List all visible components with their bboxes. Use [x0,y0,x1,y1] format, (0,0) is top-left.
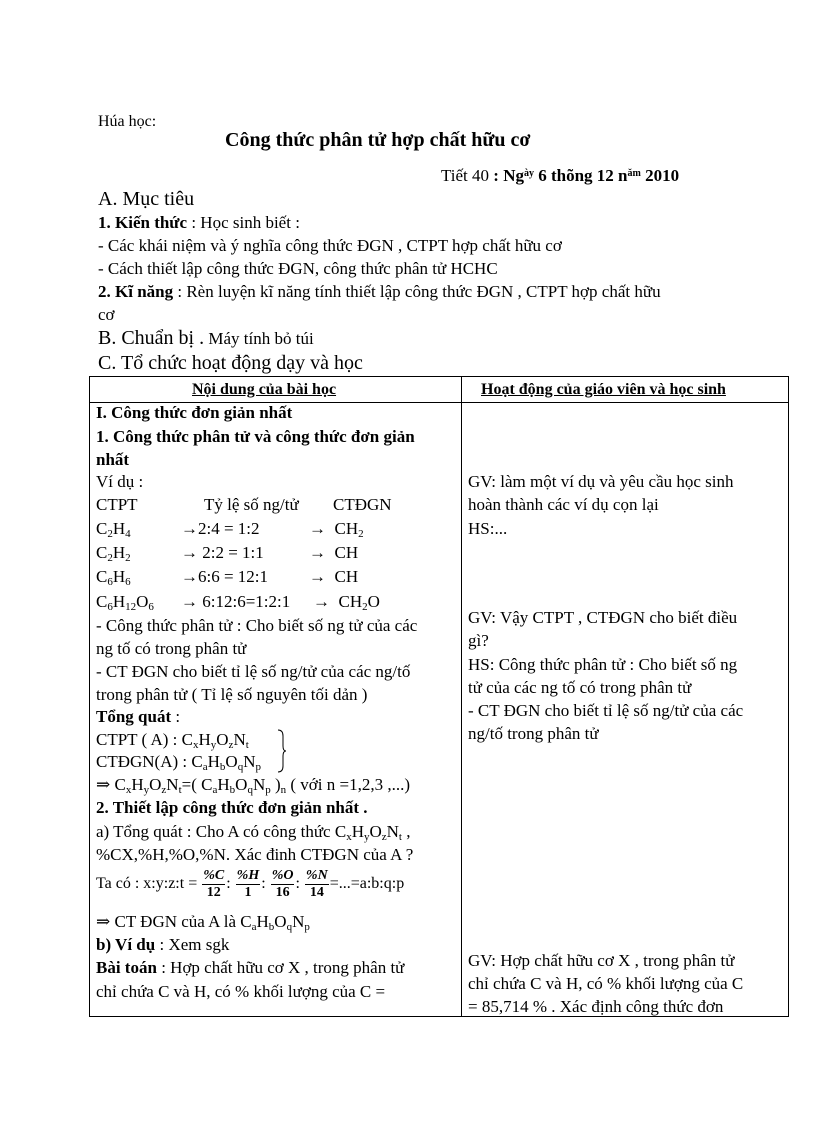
def-ctdgn-2: trong phân tử ( Tỉ lệ số nguyên tối dản ) [96,685,368,704]
column-divider [461,376,462,1017]
ratio-3: →6:6 = 12:1 [181,567,269,586]
ctdgn-1: → $CH_2$ [309,519,364,540]
ctdgn-2: → CH [309,543,359,562]
col-ctdgn-label: CTĐGN [333,495,392,514]
formula-c6h12o6: $C_6H_{12}O_6$ [96,592,154,613]
knowledge-bullet-2: - Cách thiết lập công thức ĐGN, công thức phân tử HCHC [98,259,498,278]
ctdgn-4: → $CH_2O$ [313,592,380,613]
col2-header: Hoạt động của giáo viên và học sinh [481,381,726,398]
general-label: Tổng quát : [96,707,181,726]
col-ctpt-label: CTPT [96,495,138,514]
hs-note-2d: ng/tố trong phân tử [468,724,599,743]
section-1-title: I. Công thức đơn giản nhất [96,403,293,422]
ctdgn-result: ⇒ CT ĐGN của A là $C_aH_bO_qN_p$ [96,912,310,933]
skill-line-cont: cơ [98,305,115,324]
ratio-1: →2:4 = 1:2 [181,519,260,538]
ratio-4: → 6:12:6=1:2:1 [181,592,291,611]
fraction-c: $\frac{\%C}{12}$ [203,867,225,900]
gv-note-3a: GV: Hợp chất hữu cơ X , trong phân tử [468,951,735,970]
fraction-n: $\frac{\%N}{14}$ [305,867,328,900]
brace-symbol [277,728,287,774]
section-1-1-title: 1. Công thức phân tử và công thức đơn giản [96,427,415,446]
def-ctpt-1: - Công thức phân tử : Cho biết số ng tử của các [96,616,418,635]
problem-line1: Bài toán : Hợp chất hữu cơ X , trong phân tử [96,958,405,977]
page-title: Công thức phân tử hợp chất hữu cơ [225,129,531,151]
section-2a-line2: %CX,%H,%O,%N. Xác đinh CTĐGN của A ? [96,845,414,864]
section-2a-line1: a) Tổng quát : Cho A có công thức $C_xH_yO_zN_t$ , [96,822,411,843]
gv-note-3c: = 85,714 % . Xác định công thức đơn [468,997,724,1016]
def-ctdgn-1: - CT ĐGN cho biết tỉ lệ số ng/tử của các ng/tố [96,662,411,681]
formula-c2h4: $C_2H_4$ [96,519,131,540]
gv-note-1b: hoàn thành các ví dụ cọn lại [468,495,659,514]
ctdgn-general: CTĐGN(A) : $C_aH_bO_qN_p$ [96,752,261,773]
fraction-o: $\frac{\%O}{16}$ [271,867,294,900]
example-label: Ví dụ : [96,472,144,491]
subject-label: Húa học: [98,113,157,130]
section-2-title: 2. Thiết lập công thức đơn giản nhất . [96,798,368,817]
knowledge-line: 1. Kiến thức : Học sinh biết : [98,213,300,232]
gv-note-3b: chỉ chứa C và H, có % khối lượng của C [468,974,744,993]
formula-c6h6: $C_6H_6$ [96,567,131,588]
lesson-date: Tiết 40 : $Ng^{ày}$ 6 thõng 12 $n^{ăm}$ 2010 [441,166,680,185]
col1-header: Nội dung của bài học [192,381,337,398]
def-ctpt-2: ng tố có trong phân tử [96,639,247,658]
formula-c2h2: $C_2H_2$ [96,543,131,564]
section-c-heading: C. Tổ chức hoạt động dạy và học [98,352,363,374]
problem-line2: chỉ chứa C và H, có % khối lượng của C = [96,982,386,1001]
hs-note-2c: - CT ĐGN cho biết tỉ lệ số ng/tử của các [468,701,744,720]
implies-formula: ⇒ $C_xH_yO_zN_t=$( $C_aH_bO_qN_p$ )$_n$ ( với n =1,2,3 ,...) [96,775,411,796]
gv-note-2a: GV: Vậy CTPT , CTĐGN cho biết điều [468,608,738,627]
ctpt-general: CTPT ( A) : $C_xH_yO_zN_t$ [96,730,249,751]
gv-note-2b: gì? [468,631,489,650]
example-b: b) Ví dụ : Xem sgk [96,935,230,954]
section-1-1-title-cont: nhất [96,450,130,469]
knowledge-bullet-1: - Các khái niệm và ý nghĩa công thức ĐGN , CTPT hợp chất hữu cơ [98,236,562,255]
hs-note-1: HS:... [468,519,508,538]
section-b: B. Chuẩn bị . Máy tính bỏ túi [98,327,314,349]
skill-line: 2. Kĩ năng : Rèn luyện kĩ năng tính thiết lập công thức ĐGN , CTPT hợp chất hữu [98,282,661,301]
ctdgn-3: → CH [309,567,359,586]
ratio-formula: Ta có : x:y:z:t = $\frac{\%C}{12}$ : $\frac{\%H}{1}$ : $\frac{\%O}{16}$ : $\frac{\%N}{14}$ =...=a:b:q:p [96,867,405,900]
col-ratio-label: Tỷ lệ số ng/tử [204,495,299,514]
section-a-heading: A. Mục tiêu [98,188,195,210]
hs-note-2b: tử của các ng tố có trong phân tử [468,678,692,697]
fraction-h: $\frac{\%H}{1}$ [236,867,260,900]
hs-note-2a: HS: Công thức phân tử : Cho biết số ng [468,655,738,674]
ratio-2: → 2:2 = 1:1 [181,543,264,562]
gv-note-1a: GV: làm một ví dụ và yêu cầu học sinh [468,472,734,491]
